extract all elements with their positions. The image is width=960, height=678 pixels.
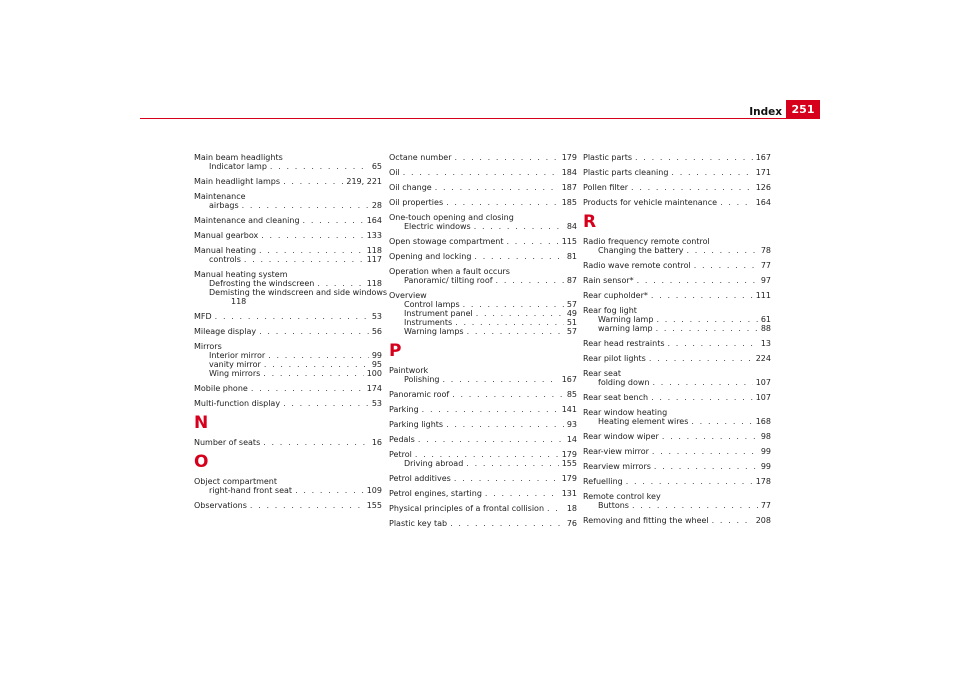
- index-heading: Maintenance: [194, 192, 246, 201]
- index-entry: Mileage display . . . 56: [194, 327, 382, 336]
- index-heading: Rear seat: [583, 369, 621, 378]
- index-heading: Manual heating system: [194, 270, 288, 279]
- index-entry: Oil properties . . . 185: [389, 198, 577, 207]
- index-entry: Rear seat bench . . . 107: [583, 393, 771, 402]
- index-entry: Demisting the windscreen and side windows 118: [209, 288, 388, 306]
- index-entry: Rain sensor* . . . 97: [583, 276, 771, 285]
- index-entry: Main headlight lamps . . . 219, 221: [194, 177, 382, 186]
- index-heading: Object compartment: [194, 477, 278, 486]
- section-letter-p: P: [389, 341, 402, 361]
- index-entry: Petrol additives . . . 179: [389, 474, 577, 483]
- index-entry: Oil . . . 184: [389, 168, 577, 177]
- index-entry: Removing and fitting the wheel . . . 208: [583, 516, 771, 525]
- header-title: Index: [749, 106, 782, 118]
- index-entry: Driving abroad . . . 155: [389, 459, 577, 468]
- index-heading: Paintwork: [389, 366, 429, 375]
- index-entry: Panoramic roof . . . 85: [389, 390, 577, 399]
- index-column-1: [194, 153, 388, 516]
- index-column-2: [389, 153, 577, 534]
- page-number-badge: 251: [786, 100, 820, 118]
- index-entry: Parking . . . 141: [389, 405, 577, 414]
- index-heading: Mirrors: [194, 342, 222, 351]
- index-entry: Number of seats . . . 16: [194, 438, 382, 447]
- index-entry: Heating element wires . . . 168: [583, 417, 771, 426]
- index-entry: Octane number . . . 179: [389, 153, 577, 162]
- index-heading: Remote control key: [583, 492, 661, 501]
- index-entry: Multi-function display . . . 53: [194, 399, 382, 408]
- index-entry: Manual heating . . . 118: [194, 246, 382, 255]
- section-letter-o: O: [194, 452, 209, 472]
- index-heading: Overview: [389, 291, 427, 300]
- section-letter-r: R: [583, 212, 597, 232]
- index-column-3: [583, 153, 771, 531]
- index-entry: Warning lamps . . . 57: [389, 327, 577, 336]
- index-heading: Rear window heating: [583, 408, 668, 417]
- index-entry: Rearview mirrors . . . 99: [583, 462, 771, 471]
- index-entry: Warning lamp . . . 61: [583, 315, 771, 324]
- index-entry: controls . . . 117: [194, 255, 382, 264]
- index-entry: right-hand front seat . . . 109: [194, 486, 382, 495]
- index-entry: Observations . . . 155: [194, 501, 382, 510]
- index-entry: Open stowage compartment . . . 115: [389, 237, 577, 246]
- index-entry: Instruments . . . 51: [389, 318, 577, 327]
- index-entry: Pollen filter . . . 126: [583, 183, 771, 192]
- index-entry: Refuelling . . . 178: [583, 477, 771, 486]
- index-entry: Oil change . . . 187: [389, 183, 577, 192]
- index-entry: airbags . . . 28: [194, 201, 382, 210]
- index-entry: Defrosting the windscreen . . . 118: [194, 279, 382, 288]
- index-entry: Plastic parts cleaning . . . 171: [583, 168, 771, 177]
- index-entry: Buttons . . . 77: [583, 501, 771, 510]
- index-entry: Rear-view mirror . . . 99: [583, 447, 771, 456]
- index-entry: Control lamps . . . 57: [389, 300, 577, 309]
- index-heading: Rear fog light: [583, 306, 637, 315]
- index-entry: Manual gearbox . . . 133: [194, 231, 382, 240]
- index-entry: Pedals . . . 14: [389, 435, 577, 444]
- index-entry: Instrument panel . . . 49: [389, 309, 577, 318]
- index-entry: Maintenance and cleaning . . . 164: [194, 216, 382, 225]
- index-entry: Products for vehicle maintenance . . . 164: [583, 198, 771, 207]
- index-entry: Radio wave remote control . . . 77: [583, 261, 771, 270]
- index-entry: MFD . . . 53: [194, 312, 382, 321]
- index-entry: vanity mirror . . . 95: [194, 360, 382, 369]
- index-entry: Opening and locking . . . 81: [389, 252, 577, 261]
- index-entry: Physical principles of a frontal collision . . . 18: [389, 504, 577, 513]
- index-entry: Rear pilot lights . . . 224: [583, 354, 771, 363]
- index-entry: warning lamp . . . 88: [583, 324, 771, 333]
- index-entry: Rear window wiper . . . 98: [583, 432, 771, 441]
- index-entry: Rear cupholder* . . . 111: [583, 291, 771, 300]
- index-heading: Operation when a fault occurs: [389, 267, 510, 276]
- index-entry: Indicator lamp . . . 65: [194, 162, 382, 171]
- index-entry: Polishing . . . 167: [389, 375, 577, 384]
- index-entry: Changing the battery . . . 78: [583, 246, 771, 255]
- index-entry: Wing mirrors . . . 100: [194, 369, 382, 378]
- index-heading: One-touch opening and closing: [389, 213, 514, 222]
- index-entry: folding down . . . 107: [583, 378, 771, 387]
- header-rule: [140, 118, 820, 119]
- index-entry: Plastic key tab . . . 76: [389, 519, 577, 528]
- index-heading: Radio frequency remote control: [583, 237, 710, 246]
- index-entry: Petrol engines, starting . . . 131: [389, 489, 577, 498]
- index-heading: Main beam headlights: [194, 153, 283, 162]
- section-letter-n: N: [194, 413, 209, 433]
- index-entry: Plastic parts . . . 167: [583, 153, 771, 162]
- index-entry: Parking lights . . . 93: [389, 420, 577, 429]
- index-entry: Mobile phone . . . 174: [194, 384, 382, 393]
- index-entry: Rear head restraints . . . 13: [583, 339, 771, 348]
- index-entry: Panoramic/ tilting roof . . . 87: [389, 276, 577, 285]
- index-entry: Petrol . . . 179: [389, 450, 577, 459]
- index-entry: Electric windows . . . 84: [389, 222, 577, 231]
- index-entry: Interior mirror . . . 99: [194, 351, 382, 360]
